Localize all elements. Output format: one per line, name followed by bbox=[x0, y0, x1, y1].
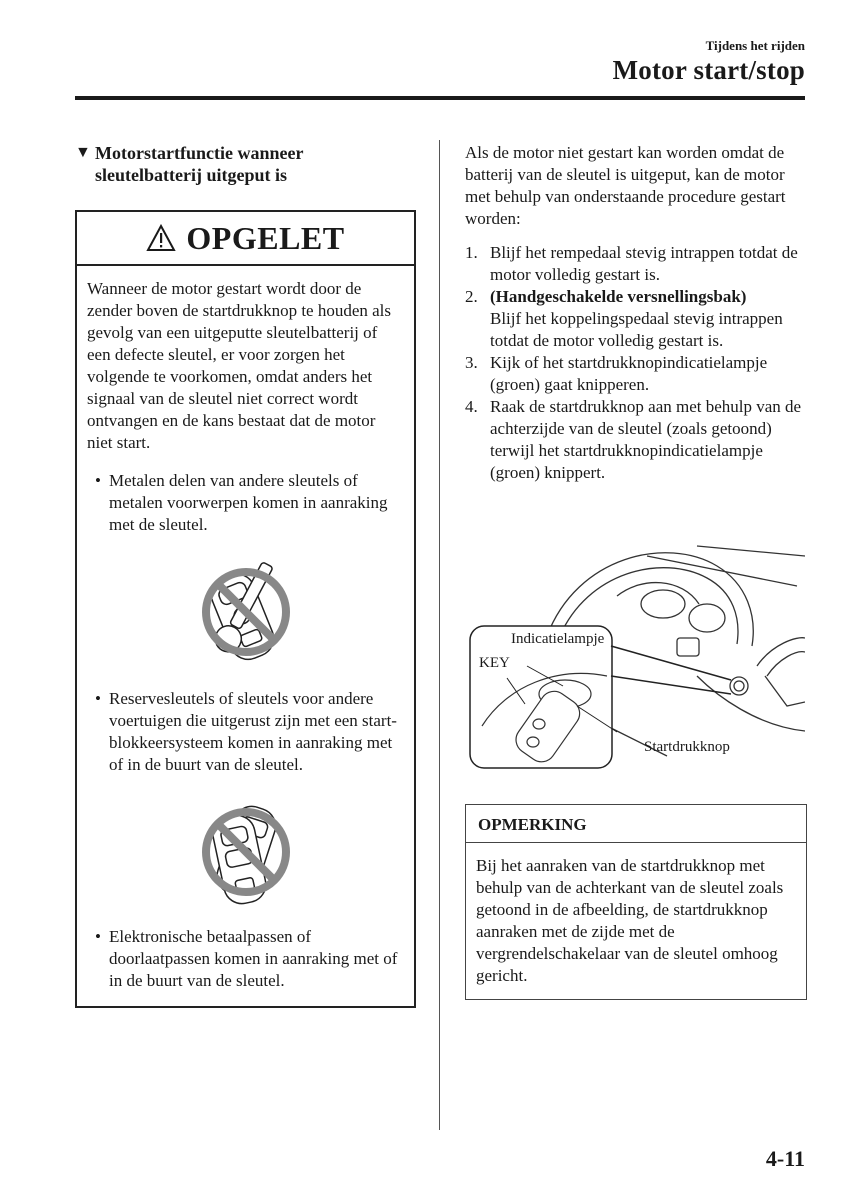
figure-label-key: KEY bbox=[479, 655, 510, 671]
section-heading bbox=[75, 142, 416, 186]
bullet-dot-icon: • bbox=[95, 927, 101, 946]
step-text: Blijf het koppelingspedaal stevig intrappen totdat de motor volledig gestart is. bbox=[490, 309, 783, 350]
procedure-steps bbox=[465, 242, 807, 484]
prohibited-spare-key-illustration bbox=[87, 792, 404, 912]
step-text: Blijf het rempedaal stevig intrappen totdat de motor volledig gestart is. bbox=[490, 243, 798, 284]
procedure-step bbox=[465, 352, 807, 396]
caution-bullet bbox=[87, 926, 404, 992]
figure-label-indicator: Indicatielampje bbox=[511, 631, 605, 647]
prohibited-metal-near-key-illustration bbox=[87, 552, 404, 672]
right-column bbox=[465, 142, 807, 1000]
step-number: 2. bbox=[465, 287, 478, 306]
step-text: Kijk of het startdrukknopindicatielampje (groen) gaat knipperen. bbox=[490, 353, 768, 394]
column-divider bbox=[439, 140, 440, 1130]
note-box bbox=[465, 804, 807, 1000]
step-number: 1. bbox=[465, 243, 478, 262]
caution-bullet bbox=[87, 470, 404, 536]
triangle-marker-icon: ▼ bbox=[75, 144, 91, 161]
caution-body bbox=[77, 266, 414, 1006]
bullet-text: Elektronische betaalpassen of doorlaatpassen komen in aanraking met of in de buurt van de sleutel. bbox=[109, 927, 398, 990]
procedure-step bbox=[465, 242, 807, 286]
bullet-dot-icon: • bbox=[95, 471, 101, 490]
warning-triangle-icon bbox=[146, 224, 176, 252]
caution-bullet bbox=[87, 688, 404, 776]
figure-label-button: Startdrukknop bbox=[644, 739, 730, 755]
page-number: 4-11 bbox=[765, 1146, 805, 1171]
caution-box bbox=[75, 210, 416, 1008]
step-bold-label: (Handgeschakelde versnellingsbak) bbox=[490, 287, 747, 306]
header-rule bbox=[75, 96, 805, 100]
step-number: 4. bbox=[465, 397, 478, 416]
procedure-step bbox=[465, 286, 807, 352]
page-title: Motor start/stop bbox=[612, 55, 805, 85]
note-text: Bij het aanraken van de startdrukknop met behulp van de achterkant van de sleutel zoals getoond in de afbeelding, de startdrukknop aanraken met de zijde met de vergrendelschakelaar van de sleutel omhoog gericht. bbox=[476, 856, 784, 985]
step-number: 3. bbox=[465, 353, 478, 372]
caution-title: OPGELET bbox=[186, 219, 345, 256]
bullet-text: Metalen delen van andere sleutels of metalen voorwerpen komen in aanraking met de sleutel. bbox=[109, 471, 388, 534]
bullet-dot-icon: • bbox=[95, 689, 101, 708]
procedure-intro: Als de motor niet gestart kan worden omdat de batterij van de sleutel is uitgeput, kan de motor met behulp van onderstaande procedure gestart worden: bbox=[465, 143, 786, 228]
caution-header bbox=[77, 212, 414, 266]
running-header-section: Tijdens het rijden bbox=[705, 38, 805, 53]
note-title: OPMERKING bbox=[466, 805, 806, 843]
bullet-text: Reservesleutels of sleutels voor andere voertuigen die uitgerust zijn met een start-blokkeersysteem komen in aanraking met of in de buurt van de sleutel. bbox=[109, 689, 397, 774]
procedure-step bbox=[465, 396, 807, 484]
section-heading-line-2: sleutelbatterij uitgeput is bbox=[95, 165, 287, 185]
step-text: Raak de startdrukknop aan met behulp van de achterzijde van de sleutel (zoals getoond) terwijl het startdrukknopindicatielampje (groen) knippert. bbox=[490, 397, 802, 482]
start-button-key-figure bbox=[467, 526, 807, 778]
left-column bbox=[75, 142, 416, 1008]
caution-intro: Wanneer de motor gestart wordt door de zender boven de startdrukknop te houden als gevolg van een uitgeputte sleutelbatterij of een defecte sleutel, er voor zorgen het volgende te voorkomen, omdat anders het signaal van de sleutel niet correct wordt ontvangen en de kans bestaat dat de motor niet start. bbox=[87, 279, 392, 452]
section-heading-line-1: Motorstartfunctie wanneer bbox=[95, 143, 304, 163]
